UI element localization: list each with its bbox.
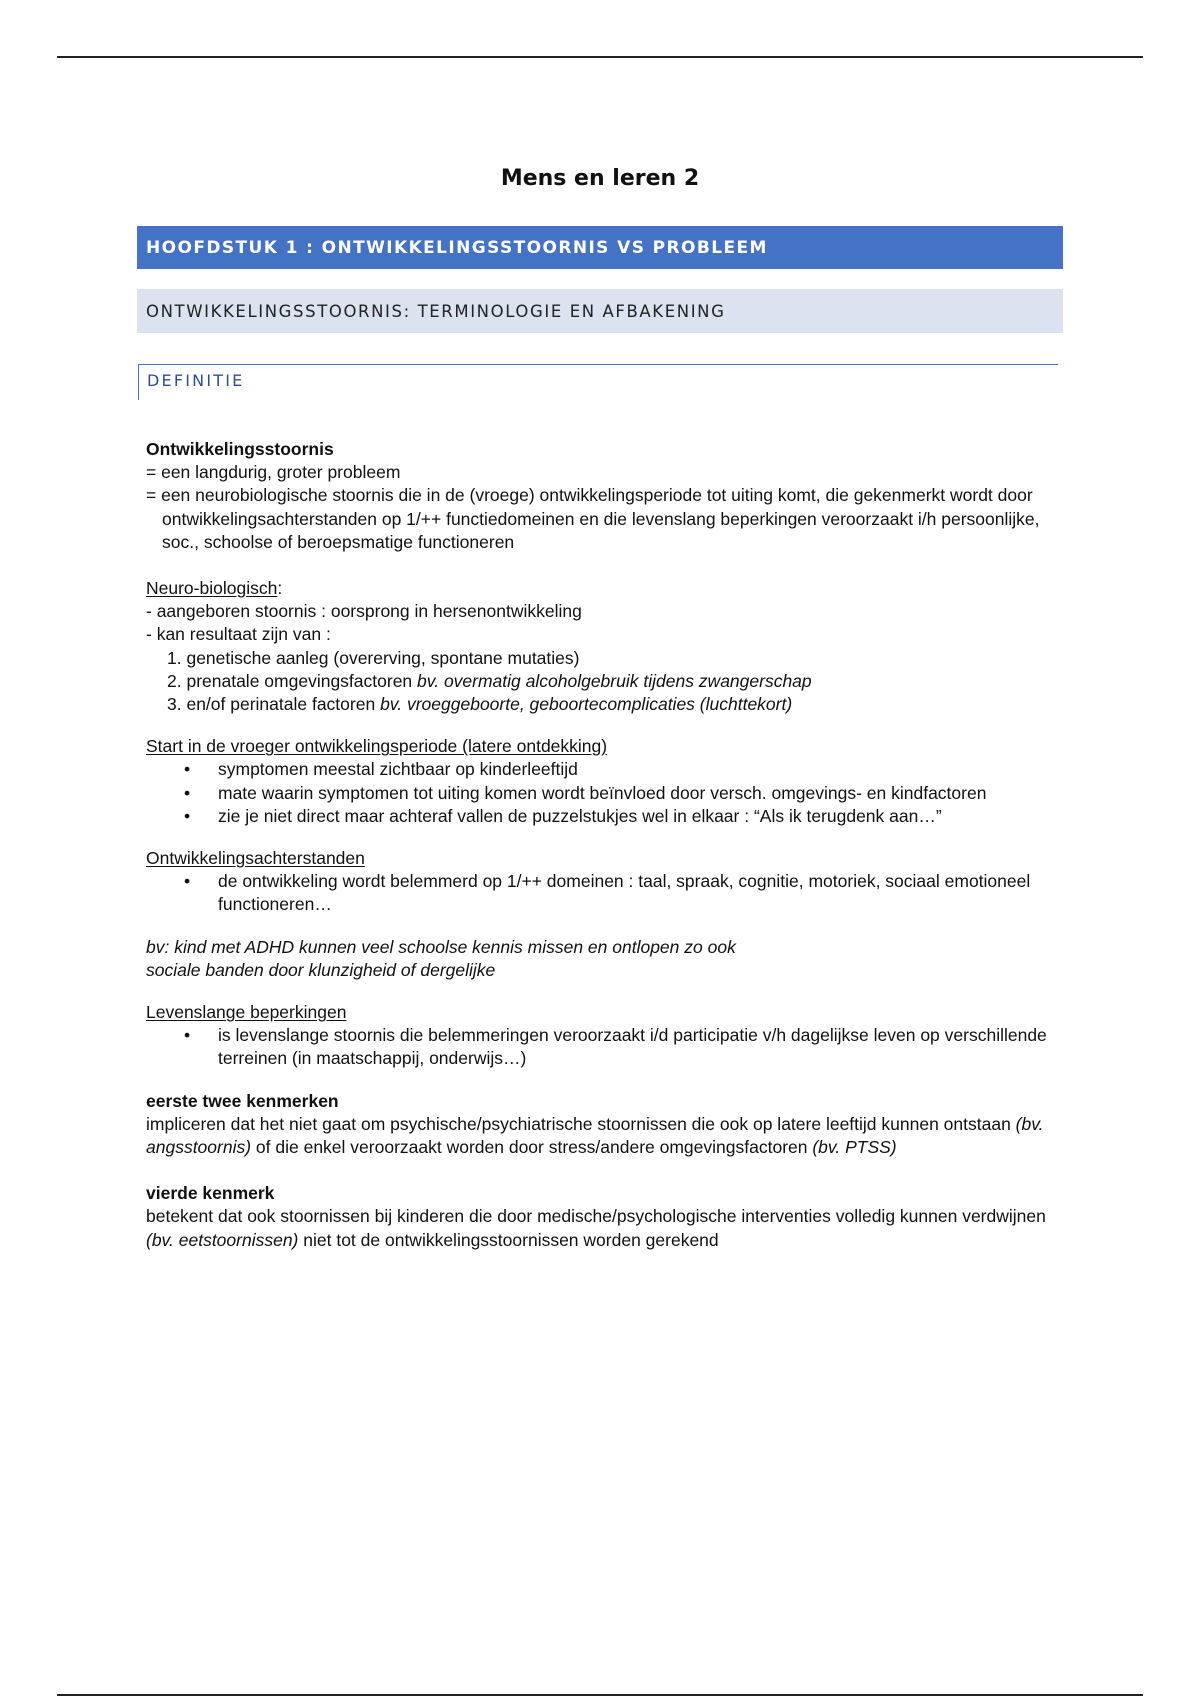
definition-term: Ontwikkelingsstoornis bbox=[146, 439, 334, 459]
footer-rule bbox=[57, 1694, 1143, 1696]
example-text: bv. vroeggeboorte, geboortecomplicaties (luchttekort) bbox=[380, 694, 793, 715]
vierde-paragraph: betekent dat ook stoornissen bij kinderen die door medische/psychologische interventies volledig kunnen verdwijnen (bv. eetstoornissen) niet tot de ontwikkelingsstoornissen worden gerekend bbox=[146, 1206, 1046, 1250]
document-body bbox=[146, 438, 1056, 1252]
list-item: • de ontwikkeling wordt belemmerd op 1/++ domeinen : taal, spraak, cognitie, motoriek, sociaal emotioneel functioneren… bbox=[184, 871, 1031, 915]
list-item: • is levenslange stoornis die belemmeringen veroorzaakt i/d participatie v/h dagelijkse leven op verschillende terreinen (in maatschappij, onderwijs…) bbox=[184, 1025, 1047, 1069]
levenslang-heading: Levenslange beperkingen bbox=[146, 1002, 347, 1023]
list-item: • mate waarin symptomen tot uiting komen wordt beïnvloed door versch. omgevings- en kindfactoren bbox=[146, 782, 1056, 805]
numbered-item: 3. en/of perinatale factoren bv. vroeggeboorte, geboortecomplicaties (luchttekort) bbox=[167, 694, 793, 715]
start-heading-line bbox=[146, 735, 1056, 758]
eerste-paragraph: impliceren dat het niet gaat om psychische/psychiatrische stoornissen die ook op latere leeftijd kunnen ontstaan (bv. angsstoornis) of die enkel veroorzaakt worden door stress/andere omgevingsfactoren (bv. PTSS) bbox=[146, 1113, 1044, 1158]
definition-line: = een langdurig, groter probleem bbox=[146, 462, 401, 483]
bullet-icon: • bbox=[184, 782, 191, 803]
bullet-icon: • bbox=[184, 1025, 191, 1046]
eerste-heading: eerste twee kenmerken bbox=[146, 1090, 339, 1111]
chapter-heading-bar bbox=[137, 226, 1063, 269]
document-title: Mens en leren 2 bbox=[500, 166, 700, 191]
numbered-item: 2. prenatale omgevingsfactoren bv. overmatig alcoholgebruik tijdens zwangerschap bbox=[167, 670, 812, 691]
definition-line: = een neurobiologische stoornis die in de (vroege) ontwikkelingsperiode tot uiting komt, die gekenmerkt wordt door ontwikkelingsachterstanden op 1/++ functiedomeinen en die levenslang beperkingen veroorzaakt i/h persoonlijke, soc., schoolse of beroepsmatige functioneren bbox=[146, 485, 1040, 552]
levenslang-heading-line bbox=[146, 1001, 1056, 1024]
list-item: • zie je niet direct maar achteraf vallen de puzzelstukjes wel in elkaar : “Als ik terugdenk aan…” bbox=[146, 805, 1056, 828]
example-line: bv: kind met ADHD kunnen veel schoolse kennis missen en ontlopen zo ook bbox=[146, 936, 736, 957]
neuro-heading: Neuro-biologisch bbox=[146, 578, 278, 599]
start-heading: Start in de vroeger ontwikkelingsperiode (latere ontdekking) bbox=[146, 736, 608, 757]
bullet-icon: • bbox=[184, 871, 191, 892]
bullet-icon: • bbox=[184, 805, 191, 826]
achterstanden-heading-line bbox=[146, 847, 1056, 870]
subsection-heading-box bbox=[138, 364, 1058, 400]
numbered-item: 1. genetische aanleg (overerving, spontane mutaties) bbox=[167, 647, 580, 668]
neuro-heading-line: Neuro-biologisch: bbox=[146, 578, 283, 599]
header-rule bbox=[57, 56, 1143, 58]
neuro-line: - aangeboren stoornis : oorsprong in hersenontwikkeling bbox=[146, 601, 582, 622]
example-text: bv. overmatig alcoholgebruik tijdens zwangerschap bbox=[417, 670, 812, 691]
section-heading-bar bbox=[137, 289, 1063, 333]
section-heading: ONTWIKKELINGSSTOORNIS: TERMINOLOGIE EN AFBAKENING bbox=[146, 301, 726, 321]
bullet-icon: • bbox=[184, 759, 191, 780]
chapter-heading: HOOFDSTUK 1 : ONTWIKKELINGSSTOORNIS VS PROBLEEM bbox=[146, 237, 768, 258]
subsection-heading: DEFINITIE bbox=[147, 371, 245, 390]
achterstanden-heading: Ontwikkelingsachterstanden bbox=[146, 848, 365, 869]
list-item: • symptomen meestal zichtbaar op kinderleeftijd bbox=[146, 758, 1056, 781]
vierde-heading: vierde kenmerk bbox=[146, 1183, 275, 1204]
neuro-line: - kan resultaat zijn van : bbox=[146, 624, 331, 645]
example-line: sociale banden door klunzigheid of dergelijke bbox=[146, 959, 496, 980]
